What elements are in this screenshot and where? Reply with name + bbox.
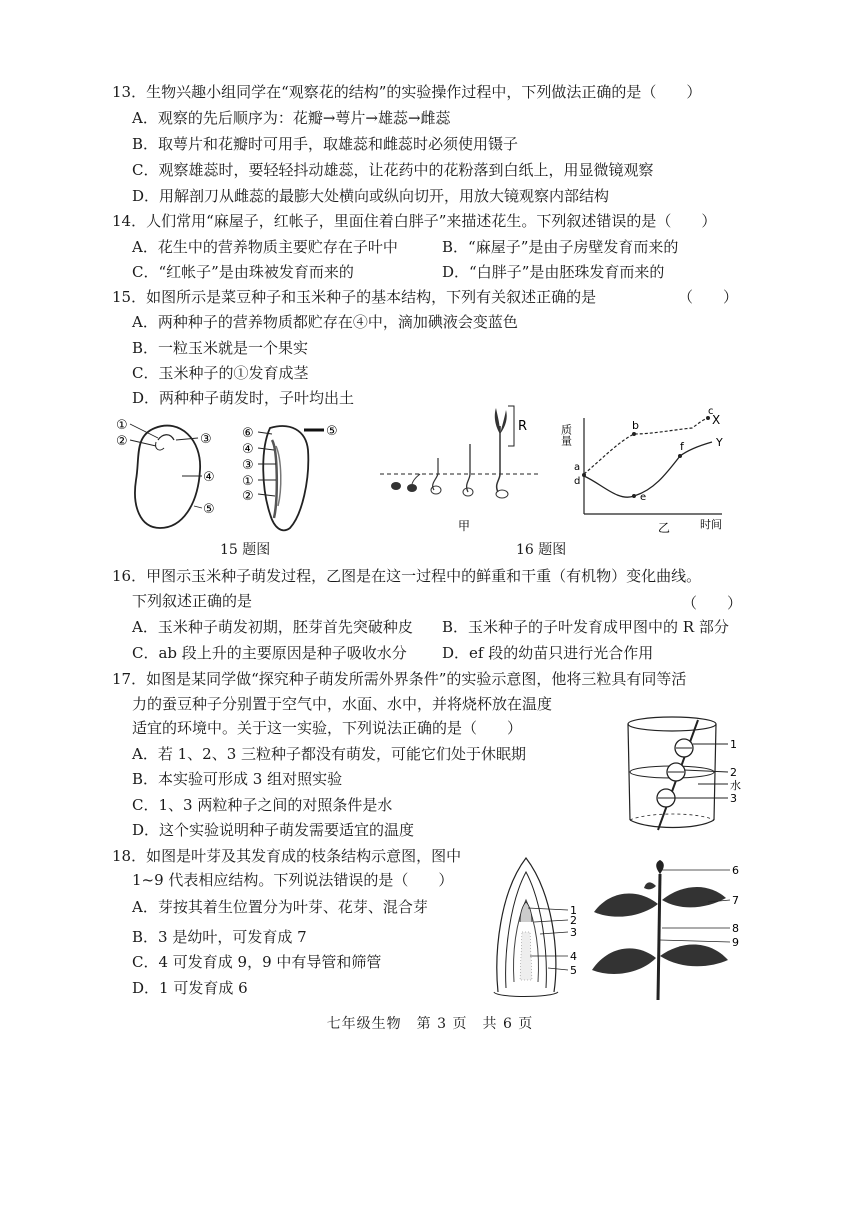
fig16-caption: 16 题图 [516,542,567,558]
q16-option-d: D．ef 段的幼苗只进行光合作用 [442,644,654,662]
fig18-branch-label-7: 7 [732,894,739,907]
q14-option-b: B．“麻屋子”是由子房壁发育而来的 [442,238,679,256]
q14-option-a: A．花生中的营养物质主要贮存在子叶中 [132,238,398,256]
q15-stem: 15．如图所示是菜豆种子和玉米种子的基本结构，下列有关叙述正确的是 [112,288,597,306]
fig16-y-axis-label: 质量 [559,424,573,446]
corn-label-2: ② [242,489,254,504]
fig16-R-label: R [518,419,528,434]
q16-answer-paren: （ ） [682,594,743,612]
bean-label-1: ① [116,418,128,433]
fig18-branch-label-8: 8 [732,922,739,935]
q18-stem: 18．如图是叶芽及其发育成的枝条结构示意图，图中 [112,847,462,865]
fig18-branch-label-6: 6 [732,864,739,877]
q13-option-d: D．用解剖刀从雌蕊的最膨大处横向或纵向切开，用放大镜观察内部结构 [132,187,610,205]
q14-option-c: C．“红帐子”是由珠被发育而来的 [132,263,354,281]
q17-stem-cont: 力的蚕豆种子分别置于空气中，水面、水中，并将烧杯放在温度 [132,695,553,713]
q17-stem: 17．如图是某同学做“探究种子萌发所需外界条件”的实验示意图，他将三粒具有同等活 [112,670,687,688]
fig17-label-water: 水 [730,779,741,792]
fig16-jia-label: 甲 [458,519,471,533]
q17-option-a: A．若 1、2、3 三粒种子都没有萌发，可能它们处于休眠期 [132,745,527,763]
fig18-bud-diagram [486,852,596,1002]
fig16-point-e: e [640,492,647,503]
fig18-bud-label-5: 5 [570,964,577,977]
q15-option-b: B．一粒玉米就是一个果实 [132,339,309,357]
fig16-germination-diagram [378,404,558,536]
fig16-point-b: b [632,419,639,432]
q17-option-c: C．1、3 两粒种子之间的对照条件是水 [132,796,393,814]
q13-option-b: B．取萼片和花瓣时可用手，取雄蕊和雌蕊时必须使用镊子 [132,135,519,153]
q16-option-c: C．ab 段上升的主要原因是种子吸收水分 [132,644,407,662]
fig16-point-c: c [708,406,714,417]
fig18-bud-label-1: 1 [570,904,577,917]
q13-stem: 13．生物兴趣小组同学在“观察花的结构”的实验操作过程中，下列做法正确的是（ ） [112,83,702,101]
fig16-series-X: X [712,413,721,427]
q16-stem-cont: 下列叙述正确的是 [132,592,253,610]
fig18-branch-label-9: 9 [732,936,739,949]
fig16-series-Y: Y [716,436,723,449]
q17-option-d: D．这个实验说明种子萌发需要适宜的温度 [132,821,415,839]
fig17-label-2: 2 [730,766,737,779]
corn-label-3: ③ [242,458,254,473]
q16-option-b: B．玉米种子的子叶发育成甲图中的 R 部分 [442,618,729,636]
fig15-caption: 15 题图 [220,542,271,558]
q15-answer-paren: （ ） [678,288,739,306]
fig18-branch-diagram [590,860,750,1000]
fig16-yi-label: 乙 [658,521,671,535]
fig16-point-d: d [574,476,581,487]
page-footer: 七年级生物 第 3 页 共 6 页 [326,1016,534,1032]
q14-stem: 14．人们常用“麻屋子，红帐子，里面住着白胖子”来描述花生。下列叙述错误的是（ ） [112,212,717,230]
fig17-label-3: 3 [730,792,737,805]
q18-option-a: A．芽按其着生位置分为叶芽、花芽、混合芽 [132,898,428,916]
q15-option-c: C．玉米种子的①发育成茎 [132,364,309,382]
fig15-seed-diagram [110,410,360,540]
corn-label-6: ⑥ [242,426,254,441]
q15-option-a: A．两种种子的营养物质都贮存在④中，滴加碘液会变蓝色 [132,313,518,331]
q14-option-d: D．“白胖子”是由胚珠发育而来的 [442,263,665,281]
fig16-point-a: a [574,462,581,473]
corn-label-5: ⑤ [326,424,338,439]
q17-option-b: B．本实验可形成 3 组对照实验 [132,770,343,788]
q13-option-c: C．观察雄蕊时，要轻轻抖动雄蕊，让花药中的花粉落到白纸上，用显微镜观察 [132,161,654,179]
fig18-bud-label-3: 3 [570,926,577,939]
fig17-label-1: 1 [730,738,737,751]
fig18-bud-label-4: 4 [570,950,577,963]
q18-option-b: B．3 是幼叶，可发育成 7 [132,928,307,946]
q16-option-a: A．玉米种子萌发初期，胚芽首先突破种皮 [132,618,413,636]
corn-seed-outline [263,426,308,530]
bean-seed-outline [135,426,200,528]
q18-option-d: D．1 可发育成 6 [132,979,248,997]
fig18-bud-label-2: 2 [570,914,577,927]
bean-label-3: ③ [200,432,212,447]
q18-stem-cont: 1~9 代表相应结构。下列说法错误的是（ ） [132,871,454,889]
q16-stem: 16．甲图示玉米种子萌发过程，乙图是在这一过程中的鲜重和干重（有机物）变化曲线。 [112,567,702,585]
fig16-point-f: f [680,440,684,453]
fig16-x-axis-label: 时间 [700,518,722,531]
q18-option-c: C．4 可发育成 9，9 中有导管和筛管 [132,953,382,971]
bean-label-5: ⑤ [203,502,215,517]
q17-stem-cont2: 适宜的环境中。关于这一实验，下列说法正确的是（ ） [132,719,523,737]
bean-label-4: ④ [203,470,215,485]
q13-option-a: A．观察的先后顺序为：花瓣→萼片→雄蕊→雌蕊 [132,109,451,127]
bean-label-2: ② [116,434,128,449]
q15-option-d: D．两种种子萌发时，子叶均出土 [132,389,355,407]
corn-label-1: ① [242,474,254,489]
fig17-beaker-diagram [618,712,768,838]
corn-label-4: ④ [242,442,254,457]
fig16-mass-curve [559,404,742,536]
